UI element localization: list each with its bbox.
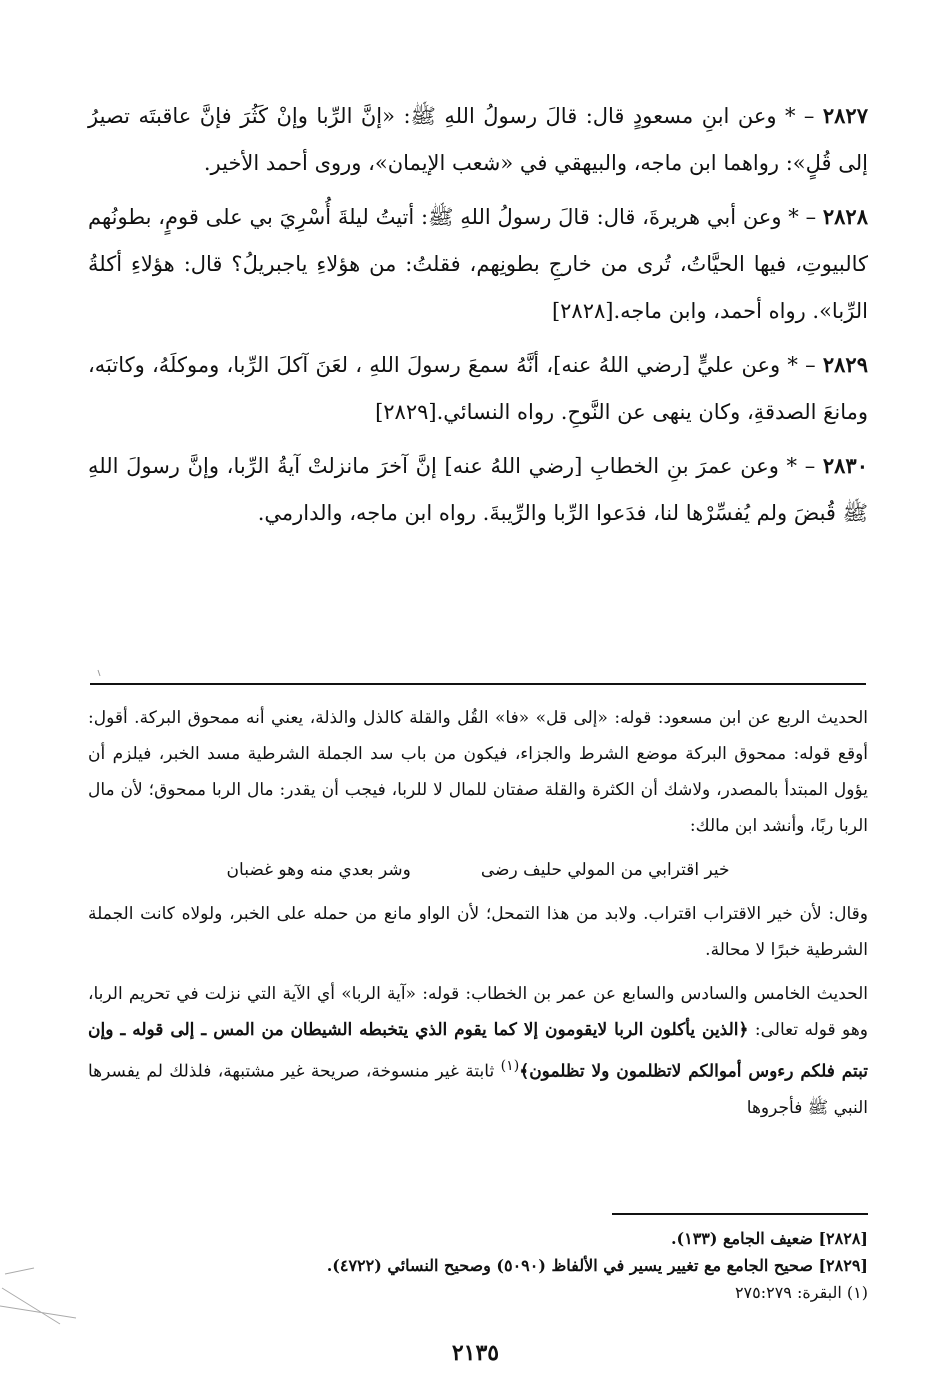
- footnote-divider: [612, 1213, 868, 1215]
- commentary-paragraph-3: [88, 976, 868, 1126]
- quran-quote: ﴿الذين يأكلون الربا لايقومون إلا كما يقوم الذي يتخبطه الشيطان من المس ـ إلى قوله ـ وإن تبتم فلكم رءوس أموالكم لاتظلمون ولا تظلمون﴾: [88, 1020, 869, 1082]
- footnote-ref: (١): [500, 1058, 520, 1074]
- hadith-text: – * وعن أبي هريرةَ، قال: قالَ رسولُ اللهِ ﷺ: أتيتُ ليلةَ أُسْرِيَ بي على قومٍ، بطونُهم كالبيوتِ، فيها الحيَّاتُ، تُرى من خارجِ بطونِهم، فقلتُ: من هؤلاءِ ياجبريلُ؟ قال: هؤلاءِ أكلةُ الرِّبا». رواه أحمد، وابن ماجه.[٢٨٢٨]: [88, 205, 868, 323]
- hadith-number: ٢٨٢٩: [822, 352, 868, 377]
- commentary-section: [88, 700, 868, 1134]
- commentary-paragraph-1: الحديث الربع عن ابن مسعود: قوله: «إلى قل» «فا» القُل والقلة كالذل والذلة، يعني أنه ممحوق البركة. أقول: أوقع قوله: ممحوق البركة موضع الشرط والجزاء، فيكون من باب سد الجملة الشرطية مسد الخبر، فيلزم أن يؤول المبتدأ بالمصدر، ولاشك أن الكثرة والقلة صفتان للمال لا للربا، فيجب أن يقدر: مال الربا ممحوق؛ لأن مال الربا ربًا، وأنشد ابن مالك:: [88, 708, 868, 836]
- hadith-number: ٢٨٢٨: [822, 204, 868, 229]
- pen-scribble-icon: [0, 1262, 80, 1332]
- hadith-2829: [88, 341, 868, 436]
- section-divider: [90, 683, 866, 685]
- hadith-2828: [88, 193, 868, 335]
- hadith-2830: [88, 442, 868, 537]
- commentary-paragraph-2: وقال: لأن خير الاقتراب اقتراب. ولابد من هذا التمحل؛ لأن الواو مانع من حمله على الخبر، ولولاه كانت الجملة الشرطية خبرًا لا محالة.: [88, 904, 868, 960]
- paragraph-intro: الحديث الخامس والسادس والسابع عن عمر بن الخطاب: قوله: «آية الربا» أي الآية التي نزلت في تحريم الربا، وهو قوله تعالى:: [88, 984, 869, 1040]
- hadith-text: – * وعن ابنِ مسعودٍ قال: قالَ رسولُ اللهِ ﷺ: «إنَّ الرِّبا وإنْ كَثُرَ فإنَّ عاقبتَه تصيرُ إلى قُلٍ»: رواهما ابن ماجه، والبيهقي في «شعب الإيمان»، وروى أحمد الأخير.: [88, 104, 868, 175]
- footnote-2829: [٢٨٢٩] صحيح الجامع مع تغيير يسير في الألفاظ (٥٠٩٠) وصحيح النسائي (٤٧٢٢).: [326, 1256, 868, 1275]
- hadith-section: [88, 92, 868, 543]
- footnote-2828: [٢٨٢٨] ضعيف الجامع (١٣٣).: [670, 1229, 868, 1248]
- hadith-text: – * وعن عليٍّ [رضي اللهُ عنه]، أنَّهُ سمعَ رسولَ اللهِ ، لعَنَ آكلَ الرِّبا، وموكلَهُ، وكاتبَه، ومانعَ الصدقةِ، وكان ينهى عن النَّوحِ. رواه النسائي.[٢٨٢٩]: [88, 353, 868, 424]
- verse-second-hemistich: وشر بعدي منه وهو غضبان: [226, 860, 411, 880]
- paragraph-rest: ثابتة غير منسوخة، صريحة غير مشتبهة، فلذلك لم يفسرها النبي ﷺ فأجروها: [88, 1061, 868, 1118]
- margin-mark-icon: [96, 668, 106, 678]
- hadith-2827: [88, 92, 868, 187]
- page-number: ٢١٣٥: [451, 1340, 500, 1366]
- poetry-verse: [88, 852, 868, 888]
- hadith-number: ٢٨٣٠: [822, 453, 868, 478]
- footnote-quran-ref: (١) البقرة: ٢٧٥:٢٧٩: [734, 1283, 868, 1302]
- hadith-number: ٢٨٢٧: [822, 103, 868, 128]
- footnotes-section: [88, 1225, 868, 1306]
- verse-first-hemistich: خير اقترابي من المولي حليف رضى: [480, 860, 730, 880]
- hadith-text: – * وعن عمرَ بنِ الخطابِ [رضي اللهُ عنه] إنَّ آخرَ مانزلتْ آيةُ الرِّبا، وإنَّ رسولَ اللهِ ﷺ قُبضَ ولم يُفسِّرْها لنا، فدَعوا الرِّبا والرِّيبةَ. رواه ابن ماجه، والدارمي.: [88, 454, 868, 525]
